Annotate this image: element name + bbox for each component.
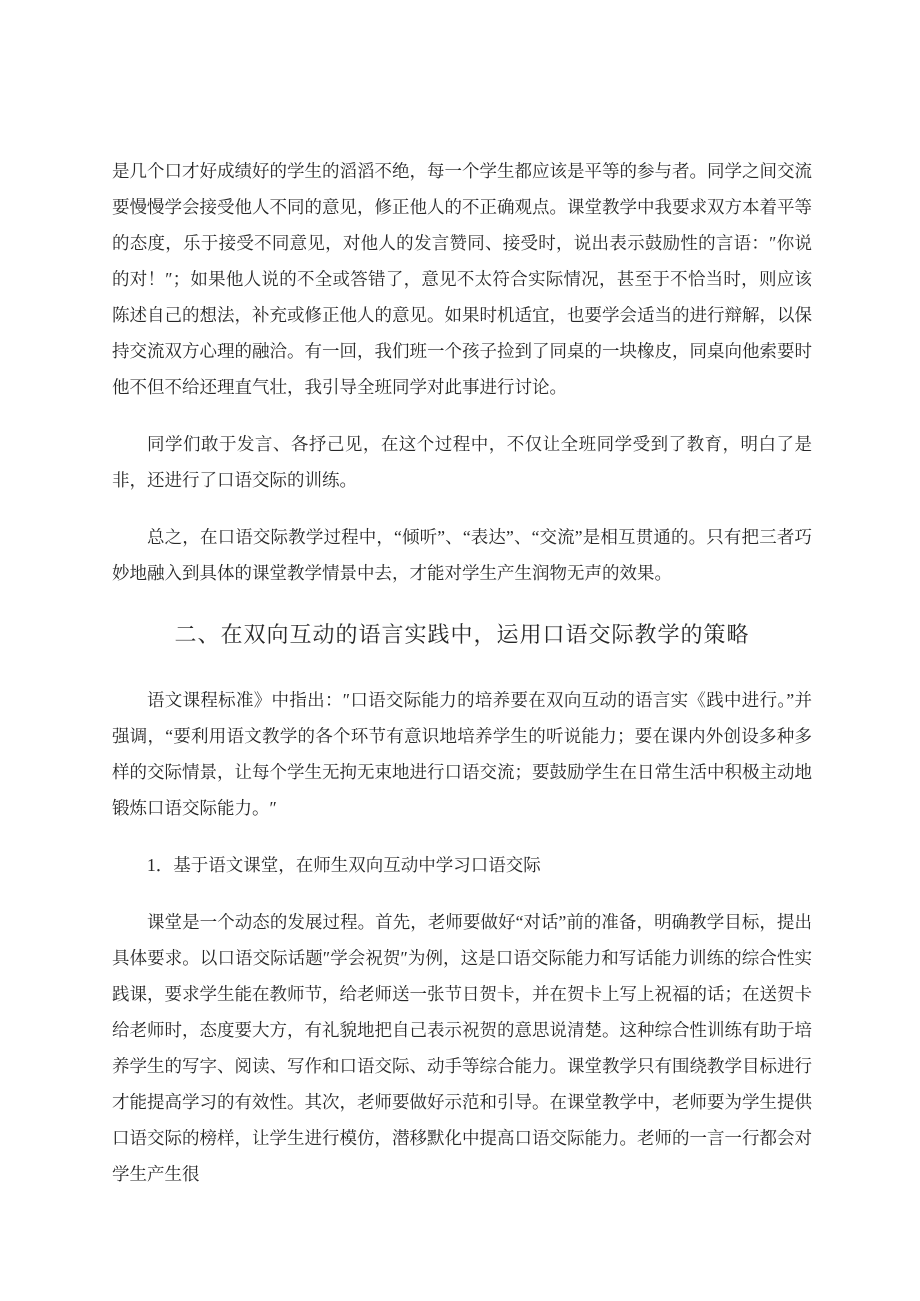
- sub-heading: 1．基于语文课堂，在师生双向互动中学习口语交际: [147, 855, 541, 875]
- paragraph-3: 总之，在口语交际教学过程中，“倾听”、“表达”、“交流”是相互贯通的。只有把三者巧妙地融入到具体的课堂教学情景中去，才能对学生产生润物无声的效果。: [112, 527, 812, 583]
- document-body: [112, 153, 812, 1213]
- paragraph-2: 同学们敢于发言、各抒己见，在这个过程中，不仅让全班同学受到了教育，明白了是非，还进行了口语交际的训练。: [112, 434, 812, 490]
- paragraph-1: 是几个口才好成绩好的学生的滔滔不绝，每一个学生都应该是平等的参与者。同学之间交流要慢慢学会接受他人不同的意见，修正他人的不正确观点。课堂教学中我要求双方本着平等的态度，乐于接受不同意见，对他人的发言赞同、接受时，说出表示鼓励性的言语：″你说的对！″；如果他人说的不全或答错了，意见不太符合实际情况，甚至于不恰当时，则应该陈述自己的想法，补充或修正他人的意见。如果时机适宜，也要学会适当的进行辩解，以保持交流双方心理的融洽。有一回，我们班一个孩子捡到了同桌的一块橡皮，同桌向他索要时他不但不给还理直气壮，我引导全班同学对此事进行讨论。: [112, 161, 812, 397]
- section-heading: 二、在双向互动的语言实践中，运用口语交际教学的策略: [174, 622, 750, 647]
- paragraph-5: 语文课程标准》中指出：″口语交际能力的培养要在双向互动的语言实《践中进行。”并强调，“要利用语文教学的各个环节有意识地培养学生的听说能力；要在课内外创设多种多样的交际情景，让每个学生无拘无束地进行口语交流；要鼓励学生在日常生活中积极主动地锻炼口语交际能力。″: [112, 690, 812, 818]
- paragraph-7: 课堂是一个动态的发展过程。首先，老师要做好“对话”前的准备，明确教学目标，提出具体要求。以口语交际话题″学会祝贺″为例，这是口语交际能力和写话能力训练的综合性实践课，要求学生能在教师节，给老师送一张节日贺卡，并在贺卡上写上祝福的话；在送贺卡给老师时，态度要大方，有礼貌地把自己表示祝贺的意思说清楚。这种综合性训练有助于培养学生的写字、阅读、写作和口语交际、动手等综合能力。课堂教学只有围绕教学目标进行才能提高学习的有效性。其次，老师要做好示范和引导。在课堂教学中，老师要为学生提供口语交际的榜样，让学生进行模仿，潜移默化中提高口语交际能力。老师的一言一行都会对学生产生很: [112, 912, 812, 1184]
